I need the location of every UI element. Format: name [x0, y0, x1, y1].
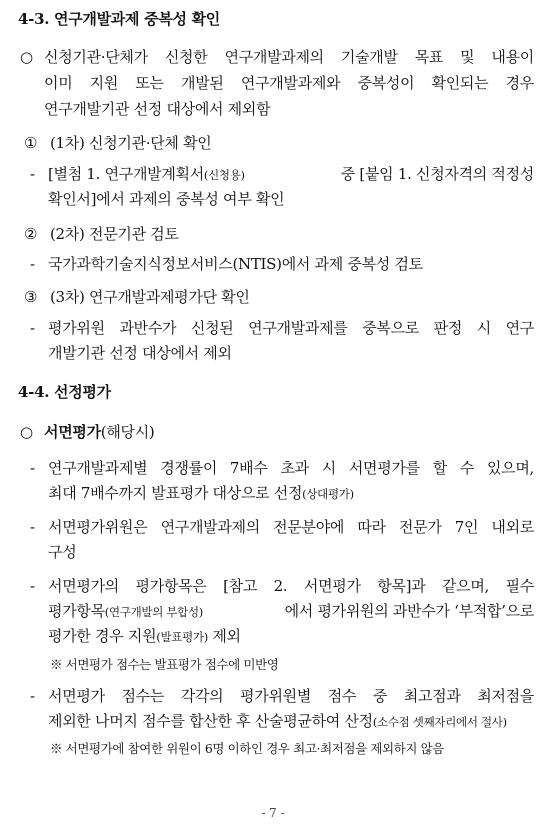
sub-title — [44, 422, 154, 442]
item-3-line-2 — [48, 601, 534, 622]
step-1-marker: ① — [24, 134, 38, 152]
intro-line-3: 연구개발기관 선정 대상에서 제외함 — [44, 100, 271, 118]
item-3-line-3 — [48, 626, 241, 647]
item-1-line-2-small: (상대평가) — [302, 487, 354, 501]
item-1-line-2-a: 최대 7배수까지 발표평가 대상으로 선정 — [48, 484, 303, 502]
bullet-circle: ○ — [20, 48, 33, 66]
step-1-line-1-a: [별첨 1. 연구개발계획서 — [48, 165, 204, 183]
item-1-line-2 — [48, 483, 354, 504]
step-2-marker: ② — [24, 225, 38, 243]
item-3-bullet: - — [30, 577, 35, 595]
item-1-bullet: - — [30, 459, 35, 477]
item-3-line-2-a: 평가항목 — [48, 602, 105, 620]
item-3-line-3-a: 평가한 경우 지원 — [48, 627, 157, 645]
sub-title-bold: 서면평가 — [44, 423, 101, 441]
step-1-line-1 — [48, 164, 534, 185]
item-1-line-1: 연구개발과제별 경쟁률이 7배수 초과 시 서면평가를 할 수 있으며, — [48, 459, 534, 477]
item-2-line-2: 구성 — [48, 543, 77, 561]
item-4-line-2-a: 제외한 나머지 점수를 합산한 후 산술평균하여 산정 — [48, 712, 373, 730]
item-4-line-2 — [48, 711, 507, 732]
item-3-line-3-b: 제외 — [207, 627, 241, 645]
item-3-line-2-small: (연구개발의 부합성) — [104, 605, 203, 619]
step-3-marker: ③ — [24, 288, 38, 306]
item-3-line-1: 서면평가의 평가항목은 [참고 2. 서면평가 항목]과 같으며, 필수 — [48, 577, 534, 595]
step-3-bullet: - — [30, 319, 35, 337]
section-heading-4-4: 4-4. 선정평가 — [18, 383, 111, 401]
step-2-bullet: - — [30, 255, 35, 273]
step-1-bullet: - — [30, 165, 35, 183]
step-3-line-2: 개발기관 선정 대상에서 제외 — [48, 344, 232, 362]
step-2-title: (2차) 전문기관 검토 — [50, 225, 179, 243]
step-1-line-1-small: (신청용) — [203, 168, 245, 182]
step-3-line-1: 평가위원 과반수가 신청된 연구개발과제를 중복으로 판정 시 연구 — [48, 319, 534, 337]
bullet-circle: ○ — [20, 423, 33, 441]
item-2-bullet: - — [30, 518, 35, 536]
step-1-title: (1차) 신청기관·단체 확인 — [50, 134, 212, 152]
step-1-line-2: 확인서]에서 과제의 중복성 여부 확인 — [48, 190, 285, 208]
item-3-line-2-b: 에서 평가위원의 과반수가 ‘부적합’으로 — [284, 602, 534, 620]
page-number: - 7 - — [261, 806, 285, 820]
intro-line-1: 신청기관·단체가 신청한 연구개발과제의 기술개발 목표 및 내용이 — [44, 48, 534, 66]
section-heading-4-3: 4-3. 연구개발과제 중복성 확인 — [18, 10, 220, 28]
step-2-line-1: 국가과학기술지식정보서비스(NTIS)에서 과제 중복성 검토 — [48, 255, 423, 273]
sub-title-rest: (해당시) — [100, 423, 155, 441]
item-3-note: ※ 서면평가 점수는 발표평가 점수에 미반영 — [50, 657, 279, 672]
item-4-line-1: 서면평가 점수는 각각의 평가위원별 점수 중 최고점과 최저점을 — [48, 687, 534, 705]
intro-line-2: 이미 지원 또는 개발된 연구개발과제와 중복성이 확인되는 경우 — [44, 74, 534, 92]
item-4-bullet: - — [30, 687, 35, 705]
step-3-title: (3차) 연구개발과제평가단 확인 — [50, 288, 250, 306]
item-4-note: ※ 서면평가에 참여한 위원이 6명 이하인 경우 최고·최저점을 제외하지 않음 — [50, 741, 444, 756]
item-2-line-1: 서면평가위원은 연구개발과제의 전문분야에 따라 전문가 7인 내외로 — [48, 518, 534, 536]
item-4-line-2-small: (소수점 셋째자리에서 절사) — [372, 715, 507, 729]
step-1-line-1-b: 중 [붙임 1. 신청자격의 적정성 — [340, 165, 534, 183]
item-3-line-3-small: (발표평가) — [156, 630, 208, 644]
